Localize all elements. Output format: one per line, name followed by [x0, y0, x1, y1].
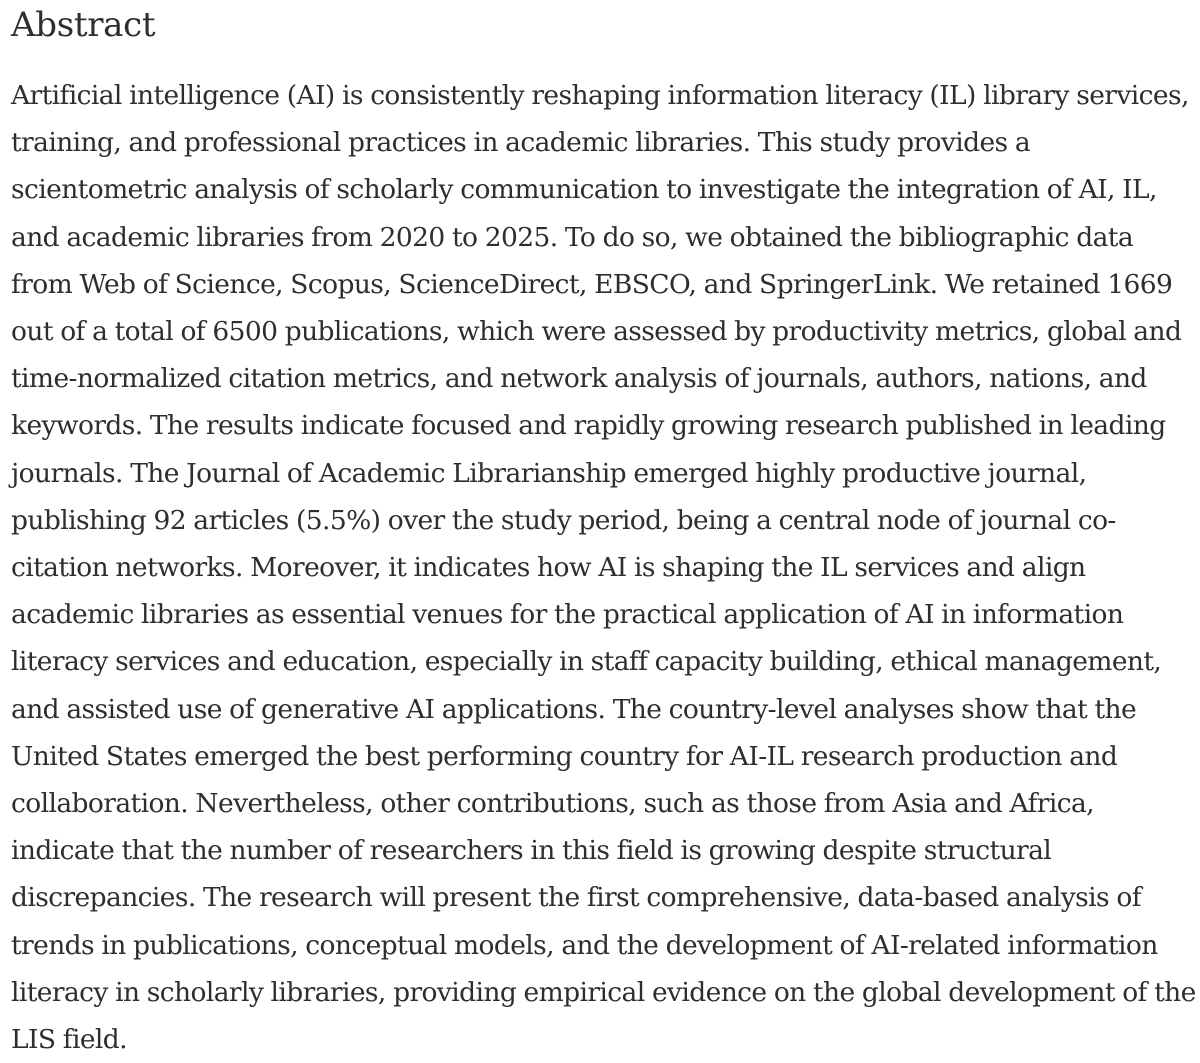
- abstract-heading: Abstract: [11, 5, 156, 45]
- abstract-body: Artificial intelligence (AI) is consistently reshaping information literacy (IL) library services, training, and professional practices in academic libraries. This study provides a scientometric analysis of scholarly communication to investigate the integration of AI, IL, and academic libraries from 2020 to 2025. To do so, we obtained the bibliographic data from Web of Science, Scopus, ScienceDirect, EBSCO, and SpringerLink. We retained 1669 out of a total of 6500 publications, which were assessed by productivity metrics, global and time-normalized citation metrics, and network analysis of journals, authors, nations, and keywords. The results indicate focused and rapidly growing research published in leading journals. The Journal of Academic Librarianship emerged highly productive journal, publishing 92 articles (5.5%) over the study period, being a central node of journal co-citation networks. Moreover, it indicates how AI is shaping the IL services and align academic libraries as essential venues for the practical application of AI in information literacy services and education, especially in staff capacity building, ethical management, and assisted use of generative AI applications. The country-level analyses show that the United States emerged the best performing country for AI-IL research production and collaboration. Nevertheless, other contributions, such as those from Asia and Africa, indicate that the number of researchers in this field is growing despite structural discrepancies. The research will present the first comprehensive, data-based analysis of trends in publications, conceptual models, and the development of AI-related information literacy in scholarly libraries, providing empirical evidence on the global development of the LIS field.: [11, 80, 1196, 1056]
- abstract-section: [11, 0, 1197, 1063]
